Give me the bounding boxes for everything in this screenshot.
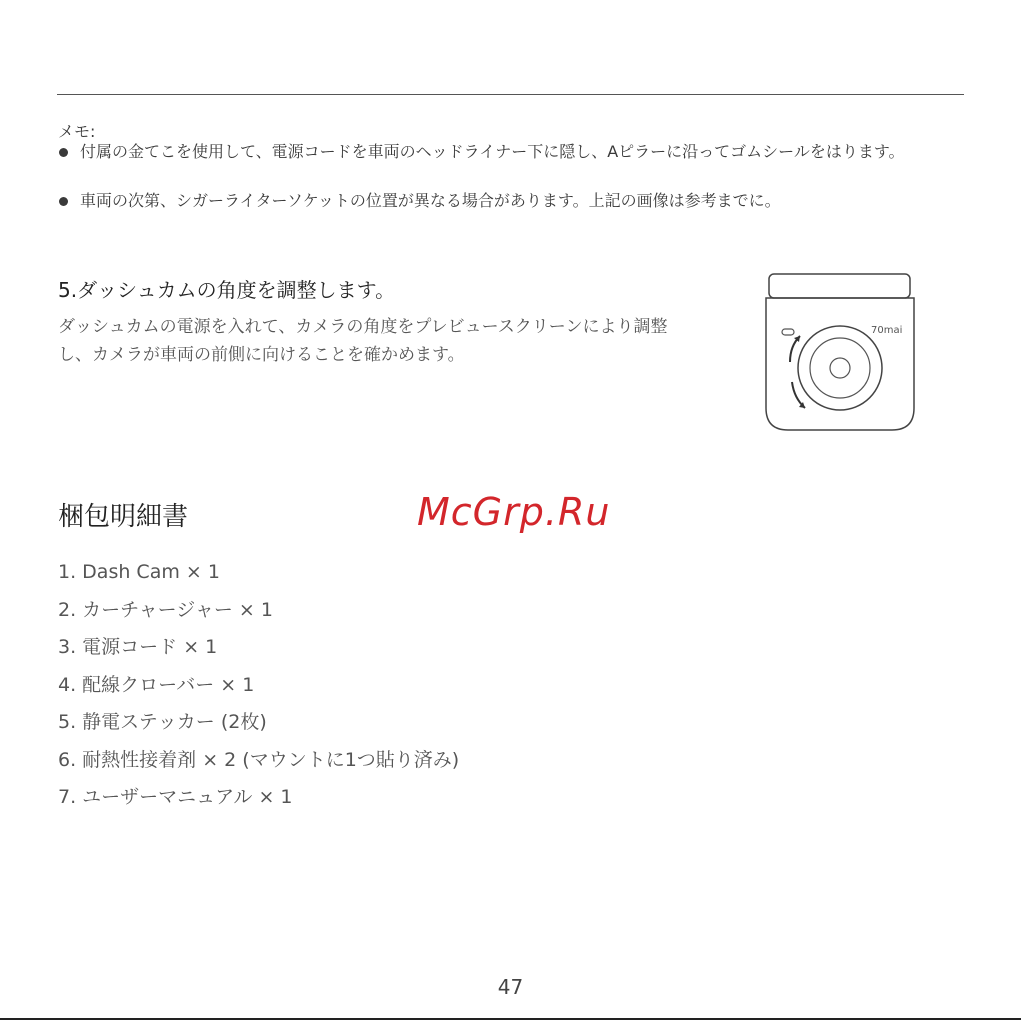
section-title: 5.ダッシュカムの角度を調整します。 [58, 278, 396, 302]
dashcam-illustration [760, 270, 920, 436]
bullet-icon [59, 197, 68, 206]
memo-note-text: 付属の金てこを使用して、電源コードを車両のヘッドライナー下に隠し、Aピラーに沿ってゴムシールをはります。 [80, 142, 905, 161]
page-number: 47 [497, 975, 524, 999]
memo-note-text: 車両の次第、シガーライターソケットの位置が異なる場合があります。上記の画像は参考までに。 [80, 191, 781, 210]
list-item: 6. 耐熱性接着剤 × 2 (マウントに1つ貼り済み) [58, 748, 460, 771]
list-item: 3. 電源コード × 1 [58, 636, 218, 658]
brand-label: 70mai [871, 325, 903, 336]
dashcam-rotation-icon [760, 270, 920, 436]
list-item: 1. Dash Cam × 1 [58, 561, 220, 583]
memo-note [80, 189, 960, 213]
section-body: ダッシュカムの電源を入れて、カメラの角度をプレビュースクリーンにより調整し、カメラが車両の前側に向けることを確かめます。 [58, 317, 668, 365]
list-item: 7. ユーザーマニュアル × 1 [58, 786, 293, 808]
list-item: 5. 静電ステッカー (2枚) [58, 711, 267, 733]
package-list [58, 556, 459, 819]
package-contents-title: 梱包明細書 [58, 502, 189, 532]
memo-note [80, 140, 960, 164]
watermark: McGrp.Ru [417, 490, 611, 534]
list-item: 2. カーチャージャー × 1 [58, 598, 273, 621]
list-item: 4. 配線クローバー × 1 [58, 673, 255, 696]
bottom-divider [0, 1018, 1021, 1020]
bullet-icon [59, 148, 68, 157]
memo-label: メモ: [58, 122, 96, 141]
top-divider [57, 94, 964, 95]
